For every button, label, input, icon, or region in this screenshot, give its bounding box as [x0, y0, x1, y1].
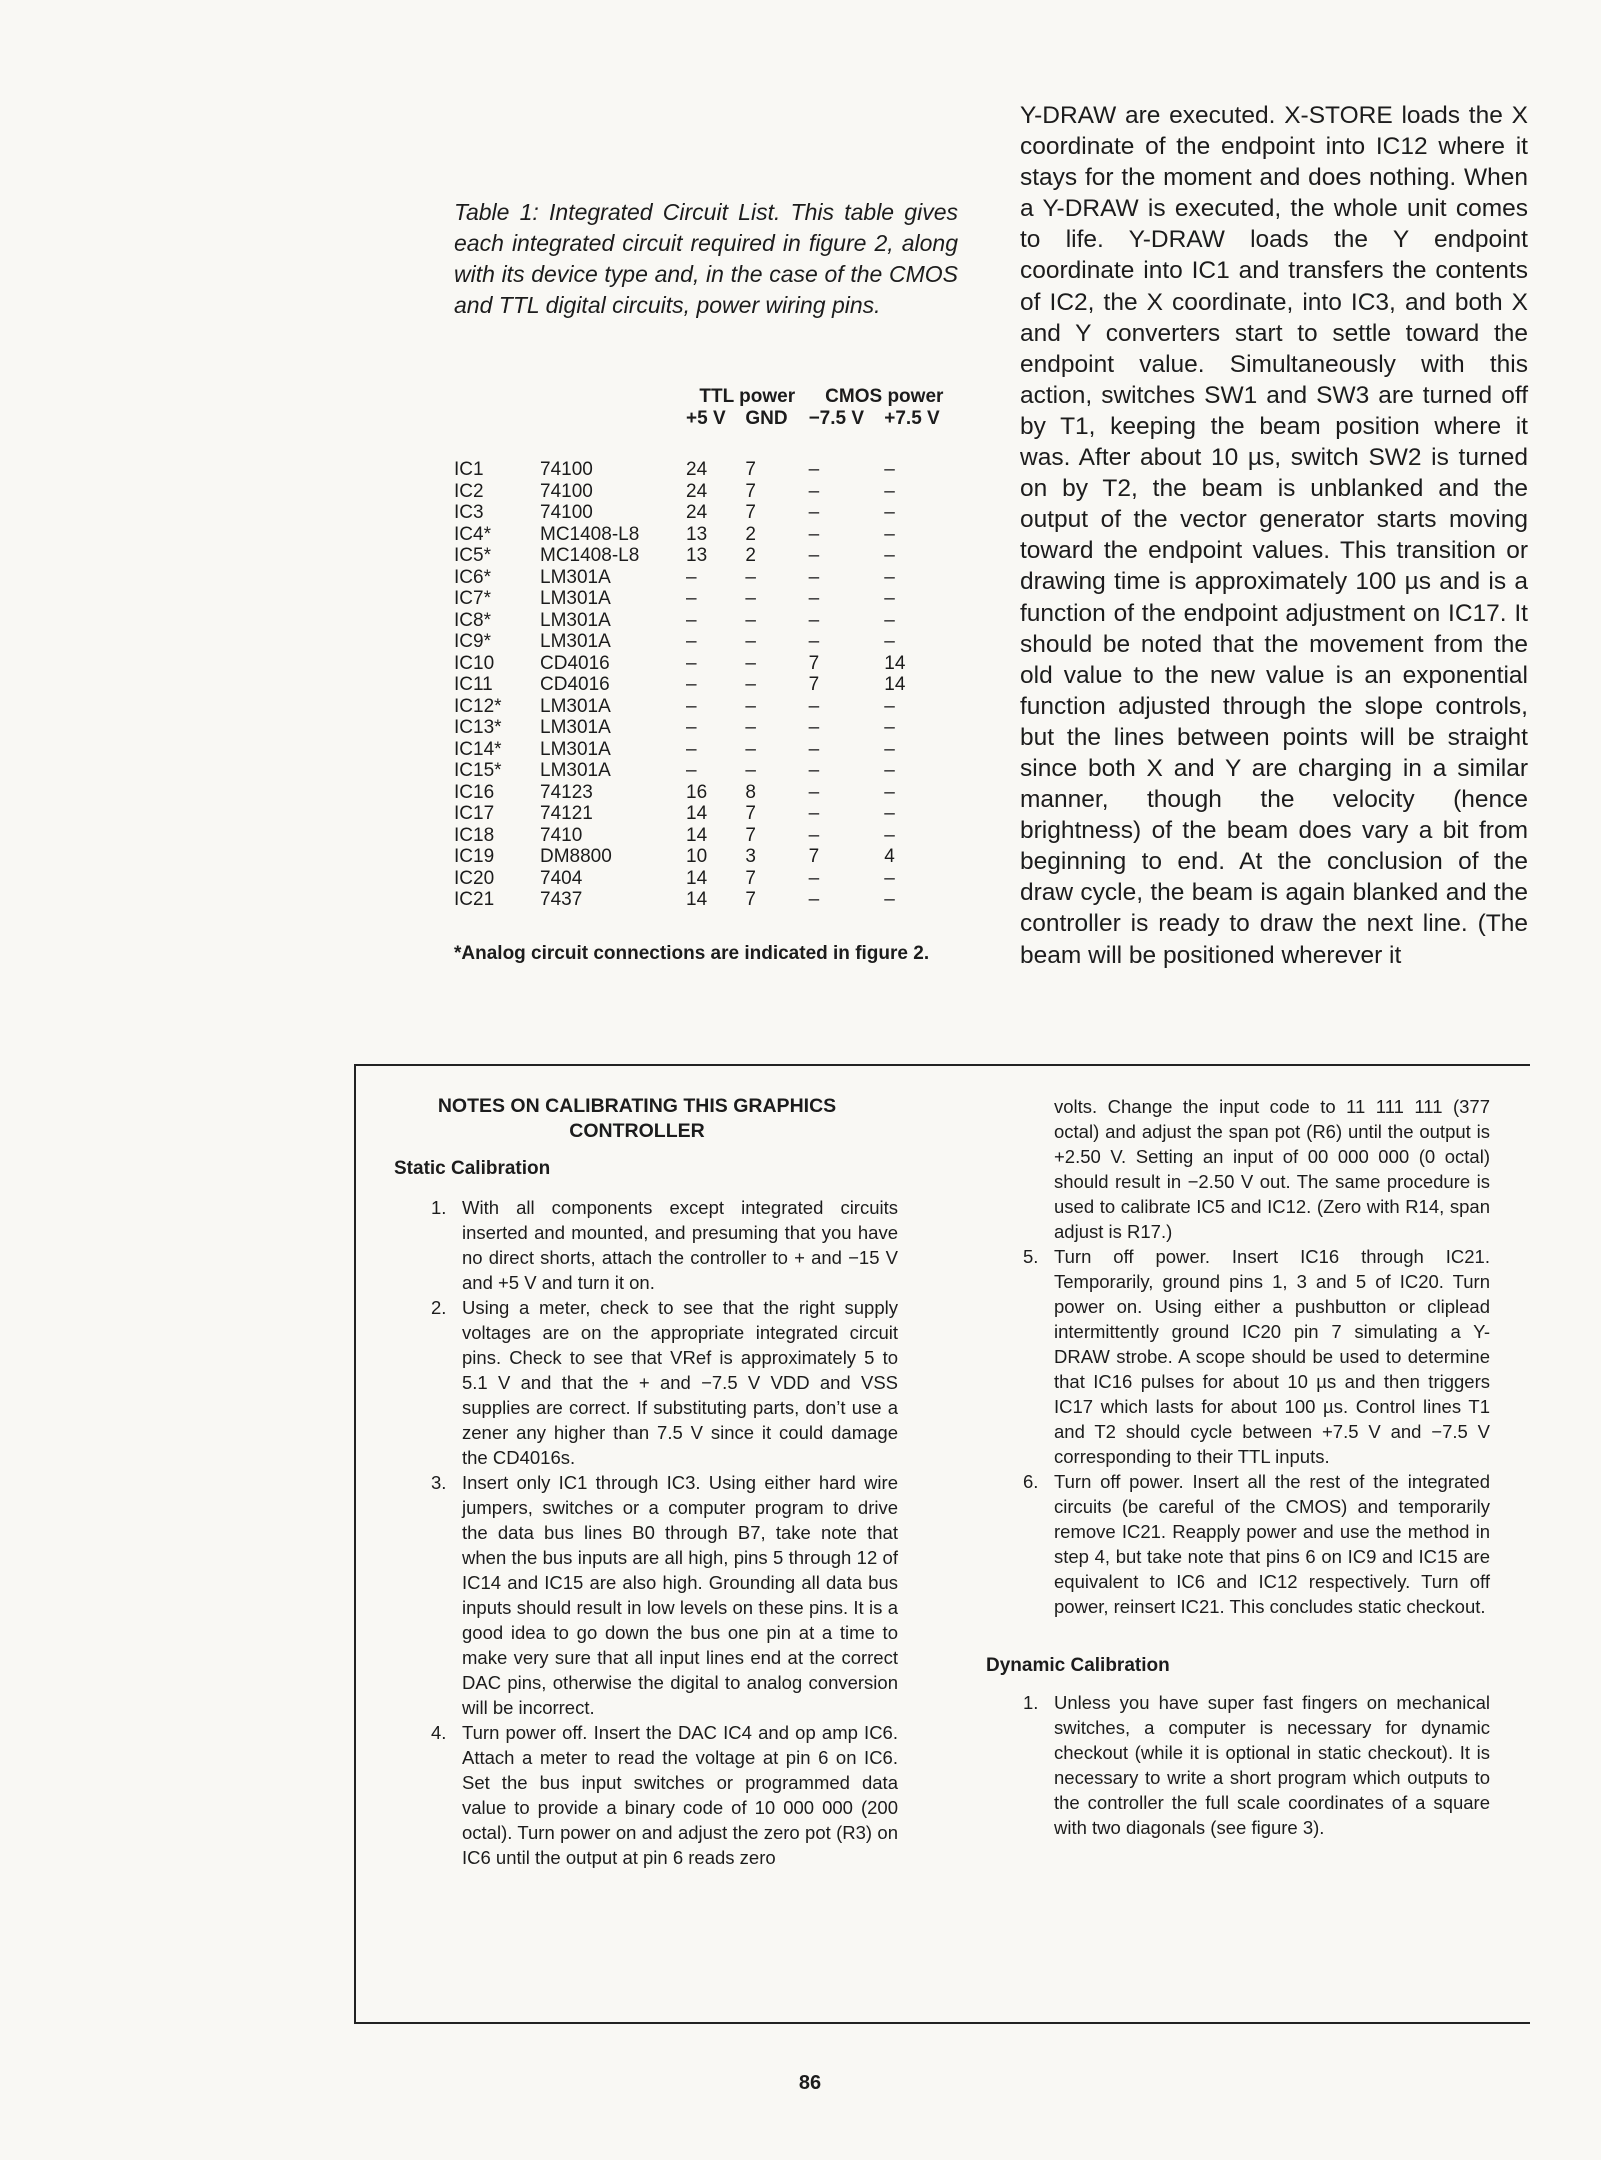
table-row: [454, 610, 960, 632]
table-cell: –: [808, 738, 820, 760]
table-cell: IC7*: [454, 588, 491, 609]
table-cell: –: [686, 738, 697, 760]
step-number: 2.: [431, 1297, 447, 1318]
table-cell: –: [808, 566, 820, 588]
table-cell: –: [884, 502, 895, 523]
table-cell: IC18: [454, 824, 495, 846]
notes-left-column: [394, 1156, 898, 1870]
table-cell: –: [808, 889, 820, 910]
table-cell: –: [884, 545, 895, 566]
table-cell: 7: [745, 502, 756, 523]
table-cell: LM301A: [540, 717, 611, 738]
step-text: Insert only IC1 through IC3. Using either hard wire jumpers, switches or a computer program to drive the data bus lines B0 through B7, take note that when the bus inputs are all high, pins 5 through 12 of IC14 and IC15 are also high. Grounding all data bus inputs should result in low levels on these pins. It is a good idea to go down the bus one pin at a time to make very sure that all input lines end at the correct DAC pins, otherwise the digital to analog conversion will be incorrect.: [462, 1472, 898, 1718]
step-number: 1.: [431, 1197, 447, 1218]
table-cell: CD4016: [540, 674, 610, 695]
table-cell: 74121: [540, 803, 593, 824]
table-cell: 24: [686, 502, 708, 523]
table-row: [454, 567, 960, 589]
table-cell: IC14*: [454, 738, 502, 760]
table-cell: 7: [745, 889, 756, 910]
body-text-column: Y-DRAW are executed. X-STORE loads the X coordinate of the endpoint into IC12 where it stays for the moment and does nothing. When a Y-DRAW is executed, the whole unit comes to life. Y-DRAW loads the Y endpoint coordinate into IC1 and transfers the contents of IC2, the X coordinate, into IC3, and both X and Y converters start to settle toward the endpoint value. Simultaneously with this action, switches SW1 and SW3 are turned off by T1, keeping the beam position where it was. After about 10 µs, switch SW2 is turned on by T2, the beam is unblanked and the output of the vector generator starts moving toward the endpoint values. This transition or drawing time is approximately 100 µs and is a function of the endpoint adjustment on IC17. It should be noted that the movement from the old value to the new value is an exponential function adjusted through the slope controls, but the lines between points will be straight since both X and Y are charging in a similar manner, though the velocity (hence brightness) of the beam does vary a bit from beginning to end. At the conclusion of the draw cycle, the beam is again blanked and the controller is ready to draw the next line. (The beam will be positioned wherever it: [1020, 102, 1528, 969]
table-cell: –: [686, 760, 697, 781]
table-cell: –: [686, 717, 697, 738]
table-cell: 74100: [540, 459, 593, 480]
table-cell: LM301A: [540, 588, 611, 609]
step-number: 6.: [1023, 1471, 1039, 1492]
table-cell: –: [884, 523, 895, 545]
table-cell: –: [808, 760, 820, 781]
static-steps-list-continued: [986, 1244, 1490, 1619]
table-row: [454, 889, 960, 911]
table-cell: –: [808, 459, 820, 480]
table-row: [454, 739, 960, 761]
step-4-continuation: volts. Change the input code to 11 111 111 (377 octal) and adjust the span pot (R6) until the output is +2.50 V. Setting an input of 00 000 000 (0 octal) should result in −2.50 V out. The same procedure is used to calibrate IC5 and IC12. (Zero with R14, span adjust is R17.): [1054, 1096, 1490, 1242]
table-cell: –: [808, 609, 820, 631]
table-cell: –: [808, 695, 820, 717]
table-cell: 74100: [540, 502, 593, 523]
table-cell: –: [808, 523, 820, 545]
table-cell: 7: [808, 846, 820, 867]
table-row: [454, 524, 960, 546]
table-cell: 7: [745, 459, 756, 480]
static-calibration-heading: Static Calibration: [394, 1158, 551, 1179]
table-cell: –: [808, 803, 820, 824]
table-cell: IC5*: [454, 545, 491, 566]
table-cell: –: [808, 545, 820, 566]
step-text: Turn off power. Insert all the rest of the integrated circuits (be careful of the CMOS) and temporarily remove IC21. Reapply power and use the method in step 4, but take note that pins 6 on IC9 and IC15 are equivalent to IC6 and IC12 respectively. Turn off power, reinsert IC21. This concludes static checkout.: [1054, 1471, 1490, 1617]
step-number: 5.: [1023, 1246, 1039, 1267]
table-cell: –: [808, 502, 820, 523]
table-cell: IC9*: [454, 631, 491, 652]
table-cell: –: [884, 760, 895, 781]
step-text: Turn power off. Insert the DAC IC4 and op amp IC6. Attach a meter to read the voltage at pin 6 on IC6. Set the bus input switches or programmed data value to provide a binary code of 10 000 000 (200 octal). Turn power on and adjust the zero pot (R3) on IC6 until the output at pin 6 reads zero: [462, 1722, 898, 1868]
step-number: 1.: [1023, 1692, 1039, 1713]
table-cell: –: [686, 566, 697, 588]
table-cell: –: [884, 889, 895, 910]
table-caption: Table 1: Integrated Circuit List. This table gives each integrated circuit required in figure 2, along with its device type and, in the case of the CMOS and TTL digital circuits, power wiring pins.: [454, 199, 958, 318]
col-gnd: GND: [745, 407, 788, 429]
table-cell: 7437: [540, 889, 583, 910]
col-minus75v: −7.5 V: [808, 407, 865, 429]
table-cell: –: [745, 738, 756, 760]
table-cell: IC15*: [454, 760, 502, 781]
table-cell: –: [745, 760, 756, 781]
table-cell: –: [808, 588, 820, 609]
table-cell: –: [884, 867, 895, 889]
table-cell: –: [745, 609, 756, 631]
table-cell: IC11: [454, 674, 493, 695]
table-row: [454, 588, 960, 610]
table-cell: IC19: [454, 846, 495, 867]
table-cell: –: [686, 674, 697, 695]
table-cell: –: [884, 717, 895, 738]
table-cell: IC13*: [454, 717, 502, 738]
table-cell: IC10: [454, 652, 495, 674]
table-cell: –: [884, 459, 895, 480]
table-row: [454, 803, 960, 825]
table-cell: –: [808, 824, 820, 846]
table-cell: 14: [884, 674, 906, 695]
table-row: [454, 782, 960, 804]
table-cell: –: [745, 674, 756, 695]
table-cell: 14: [686, 824, 708, 846]
table-cell: 2: [745, 545, 756, 566]
table-cell: 14: [884, 652, 906, 674]
table-cell: –: [745, 566, 756, 588]
table-row: [454, 760, 960, 782]
table-row: [454, 846, 960, 868]
table-cell: 4: [884, 846, 895, 867]
step-text: Unless you have super fast fingers on mechanical switches, a computer is necessary for dynamic checkout (while it is optional in static checkout). It is necessary to write a short program which outputs to the controller the full scale coordinates of a square with two diagonals (see figure 3).: [1054, 1692, 1490, 1838]
table-cell: –: [884, 781, 895, 803]
step-number: 4.: [431, 1722, 447, 1743]
page-number: 86: [798, 2072, 822, 2094]
table-cell: 14: [686, 889, 708, 910]
table-row: [454, 674, 960, 696]
table-row: [454, 717, 960, 739]
table-cell: IC21: [454, 889, 495, 910]
table-cell: MC1408-L8: [540, 545, 640, 566]
table-cell: –: [884, 695, 895, 717]
table-row: [454, 481, 960, 503]
table-cell: CD4016: [540, 652, 610, 674]
table-cell: 13: [686, 545, 708, 566]
table-cell: LM301A: [540, 760, 611, 781]
table-cell: 2: [745, 523, 756, 545]
table-cell: 24: [686, 459, 708, 480]
table-cell: LM301A: [540, 609, 611, 631]
table-cell: 14: [686, 867, 708, 889]
step-text: With all components except integrated circuits inserted and mounted, and presuming that you have no direct shorts, attach the controller to + and −15 V and +5 V and turn it on.: [462, 1197, 898, 1293]
notes-right-column: [986, 1094, 1490, 1840]
calibration-step: [394, 1720, 898, 1870]
table-row: [454, 459, 960, 481]
col-plus75v: +7.5 V: [884, 407, 940, 429]
table-cell: 7: [745, 824, 756, 846]
table-cell: –: [808, 781, 820, 803]
table-cell: 13: [686, 523, 708, 545]
table-cell: IC8*: [454, 609, 491, 631]
table-cell: DM8800: [540, 846, 612, 867]
table-cell: 16: [686, 781, 708, 803]
calibration-step: [986, 1469, 1490, 1619]
calibration-step: [394, 1195, 898, 1295]
table-cell: –: [686, 631, 697, 652]
table-cell: 24: [686, 480, 708, 502]
table-row: [454, 653, 960, 675]
calibration-step: [986, 1244, 1490, 1469]
table-cell: –: [884, 803, 895, 824]
table-cell: LM301A: [540, 738, 611, 760]
table-cell: –: [884, 566, 895, 588]
table-cell: –: [686, 609, 697, 631]
table-cell: –: [884, 480, 895, 502]
table-cell: LM301A: [540, 631, 611, 652]
table-footnote: *Analog circuit connections are indicated in figure 2.: [454, 943, 930, 964]
table-cell: IC2: [454, 480, 484, 502]
step-text: Using a meter, check to see that the right supply voltages are on the appropriate integrated circuit pins. Check to see that VRef is approximately 5 to 5.1 V and that the + and −7.5 V VDD and VSS supplies are correct. If substituting parts, don’t use a zener any higher than 7.5 V since it could damage the CD4016s.: [462, 1297, 898, 1468]
static-steps-list: [394, 1195, 898, 1870]
table-cell: –: [745, 695, 756, 717]
table-cell: 7410: [540, 824, 583, 846]
table-cell: –: [808, 717, 820, 738]
table-cell: –: [884, 609, 895, 631]
ic-list-table: [454, 386, 960, 911]
table-cell: –: [884, 738, 895, 760]
ttl-power-header: TTL power: [699, 386, 796, 407]
dynamic-steps-list: [986, 1690, 1490, 1840]
table-row: [454, 545, 960, 567]
step-text: Turn off power. Insert IC16 through IC21. Temporarily, ground pins 1, 3 and 5 of IC20. Turn power on. Using either a pushbutton or cliplead intermittently ground IC20 pin 7 simulating a Y-DRAW strobe. A scope should be used to determine that IC16 pulses for about 10 µs and then triggers IC17 which lasts for about 100 µs. Control lines T1 and T2 should cycle between +7.5 V and −7.5 V corresponding to their TTL inputs.: [1054, 1246, 1490, 1467]
table-cell: MC1408-L8: [540, 523, 640, 545]
table-cell: 8: [745, 781, 756, 803]
table-cell: IC12*: [454, 695, 502, 717]
table-cell: 10: [686, 846, 708, 867]
table-cell: 7: [745, 803, 756, 824]
table-cell: 7: [745, 867, 756, 889]
table-cell: IC3: [454, 502, 484, 523]
table-cell: IC1: [454, 459, 484, 480]
table-row: [454, 502, 960, 524]
table-cell: 7: [808, 674, 820, 695]
notes-title: NOTES ON CALIBRATING THIS GRAPHICS CONTROLLER: [437, 1095, 837, 1142]
calibration-step: [394, 1470, 898, 1720]
table-row: [454, 631, 960, 653]
table-cell: –: [808, 631, 820, 652]
cmos-power-header: CMOS power: [825, 386, 944, 407]
table-cell: 7: [808, 652, 820, 674]
table-cell: IC4*: [454, 523, 491, 545]
table-cell: –: [808, 480, 820, 502]
table-cell: LM301A: [540, 695, 611, 717]
step-number: 3.: [431, 1472, 447, 1493]
table-cell: 7404: [540, 867, 583, 889]
table-cell: –: [745, 631, 756, 652]
table-cell: 7: [745, 480, 756, 502]
table-cell: LM301A: [540, 566, 611, 588]
table-cell: –: [686, 652, 697, 674]
table-cell: 14: [686, 803, 708, 824]
table-cell: 74123: [540, 781, 593, 803]
table-row: [454, 825, 960, 847]
table-cell: –: [686, 588, 697, 609]
table-cell: IC20: [454, 867, 495, 889]
table-cell: –: [884, 588, 895, 609]
table-cell: 3: [745, 846, 756, 867]
calibration-step: [394, 1295, 898, 1470]
table-cell: –: [745, 717, 756, 738]
table-cell: IC16: [454, 781, 495, 803]
dynamic-calibration-heading: Dynamic Calibration: [986, 1655, 1170, 1676]
table-cell: –: [808, 867, 820, 889]
table-cell: 74100: [540, 480, 593, 502]
table-cell: –: [745, 588, 756, 609]
table-cell: IC17: [454, 803, 495, 824]
table-cell: IC6*: [454, 566, 491, 588]
table-row: [454, 696, 960, 718]
table-cell: –: [686, 695, 697, 717]
table-cell: –: [745, 652, 756, 674]
table-cell: –: [884, 631, 895, 652]
table-row: [454, 868, 960, 890]
table-cell: –: [884, 824, 895, 846]
col-plus5v: +5 V: [686, 407, 726, 429]
calibration-step: [986, 1690, 1490, 1840]
